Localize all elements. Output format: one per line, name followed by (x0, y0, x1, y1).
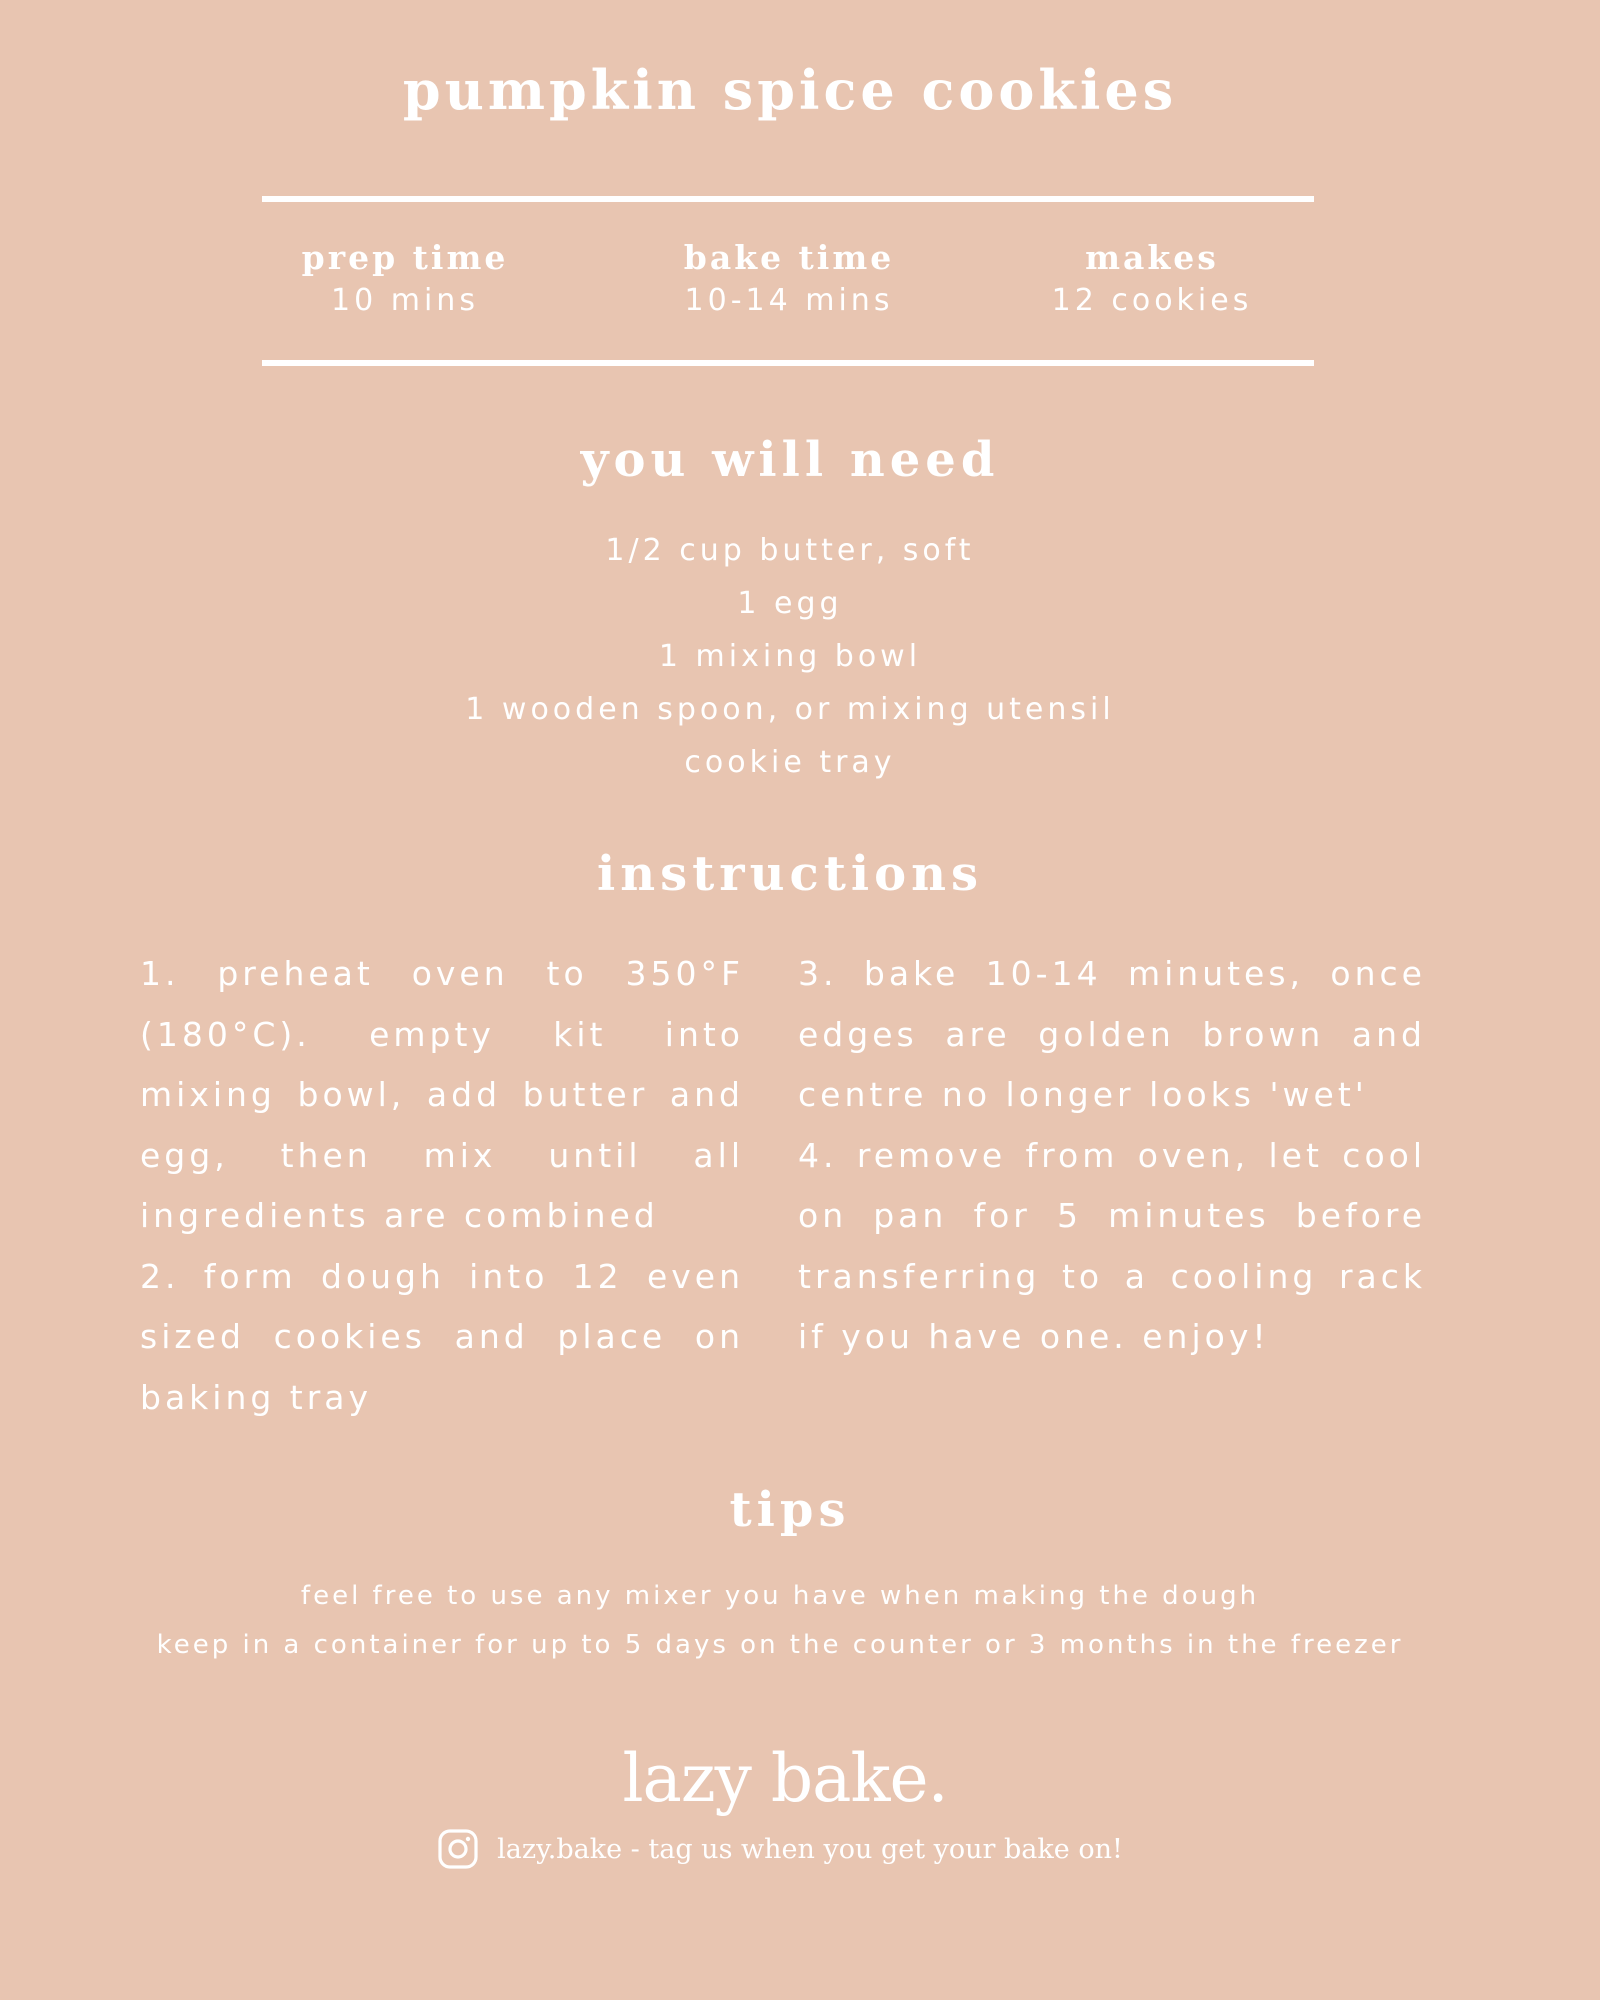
top-divider (262, 196, 1314, 202)
you-will-need-heading: you will need (580, 432, 1000, 488)
instructions-column-right (798, 944, 1426, 1368)
bake-time-value: 10-14 mins (684, 283, 894, 318)
ingredient-item: 1/2 cup butter, soft (605, 533, 975, 568)
prep-time-label: prep time (301, 238, 509, 277)
instagram-icon[interactable] (437, 1828, 479, 1870)
instruction-step: 4. remove from oven, let cool on pan for 5 minutes before transferring to a cooling rack if you have one. enjoy! (798, 1135, 1426, 1356)
brand-logo: lazy bake. (622, 1740, 948, 1817)
ingredient-item: cookie tray (684, 745, 896, 780)
prep-time-value: 10 mins (331, 283, 479, 318)
makes-value: 12 cookies (1051, 283, 1253, 318)
instructions-column-left (140, 944, 744, 1428)
ingredients-list (0, 524, 1580, 789)
tip-item: keep in a container for up to 5 days on the counter or 3 months in the freezer (156, 1630, 1404, 1660)
ingredient-item: 1 egg (737, 586, 843, 621)
social-handle-text[interactable]: lazy.bake - tag us when you get your bake on! (497, 1833, 1123, 1865)
ingredient-item: 1 wooden spoon, or mixing utensil (465, 692, 1115, 727)
recipe-title: pumpkin spice cookies (402, 58, 1178, 122)
tips-list (0, 1572, 1560, 1670)
ingredient-item: 1 mixing bowl (658, 639, 922, 674)
instructions-heading: instructions (596, 846, 984, 902)
bake-time-stat (609, 236, 969, 322)
makes-label: makes (1085, 238, 1219, 277)
bottom-divider (262, 360, 1314, 366)
makes-stat (972, 236, 1332, 322)
instruction-step: 1. preheat oven to 350°F (180°C). empty kit into mixing bowl, add butter and egg, then mix until all ingredients are combined (140, 954, 744, 1235)
instruction-step: 2. form dough into 12 even sized cookies and place on baking tray (140, 1256, 744, 1417)
tips-heading: tips (729, 1482, 851, 1538)
tip-item: feel free to use any mixer you have when making the dough (300, 1581, 1260, 1611)
prep-time-stat (225, 236, 585, 322)
bake-time-label: bake time (683, 238, 895, 277)
instruction-step: 3. bake 10-14 minutes, once edges are golden brown and centre no longer looks 'wet' (798, 954, 1426, 1114)
social-line (0, 1828, 1560, 1870)
